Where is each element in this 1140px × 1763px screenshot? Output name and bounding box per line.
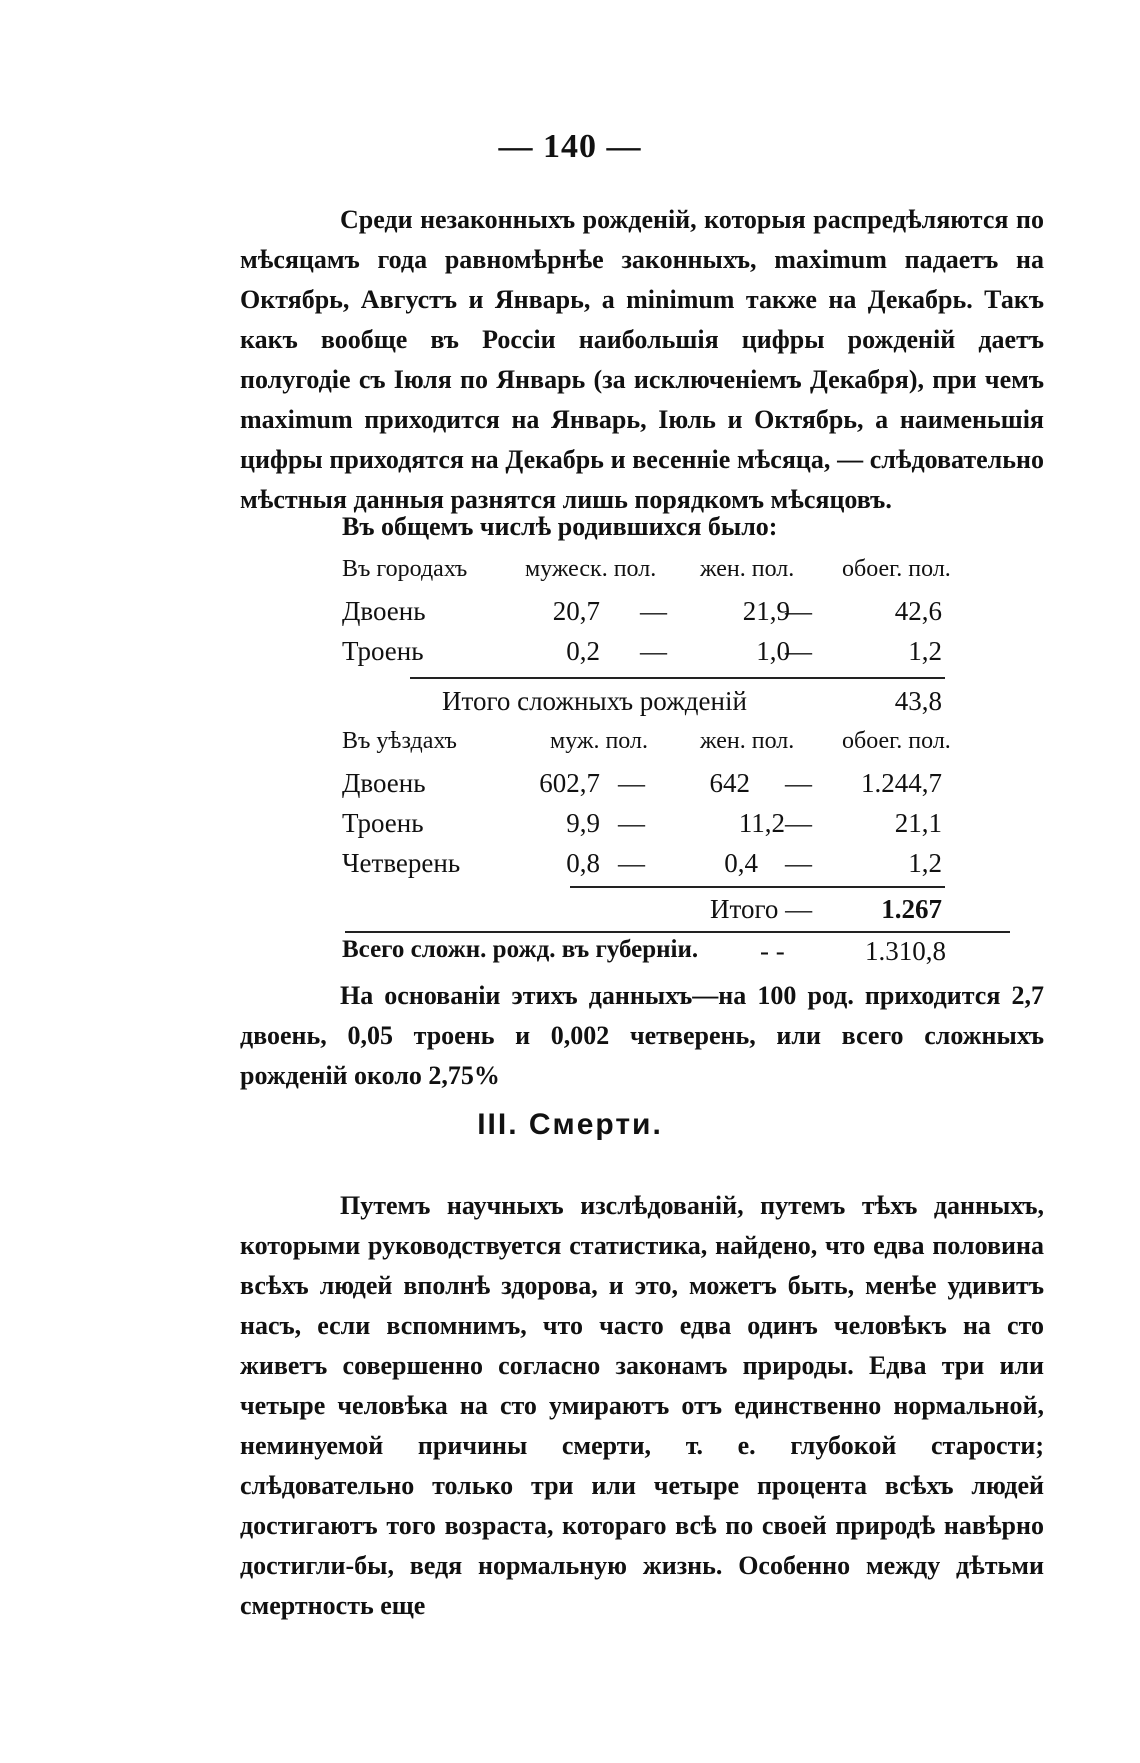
grand-total-rule [345,931,1010,933]
grand-total-value: 1.310,8 [865,936,946,966]
row-male: 9,9 [566,808,600,838]
row-label: Четверень [342,848,461,878]
row-male: 0,2 [566,636,600,666]
row-male: 0,8 [566,848,600,878]
cities-row-triplets [0,636,1140,676]
districts-total-rule [570,886,945,888]
summary-paragraph-text: На основаніи этихъ данныхъ—на 100 род. приходится 2,7 двоень, 0,05 троень и 0,002 четверень, или всего сложныхъ рожденій около 2,75% [240,981,1044,1090]
districts-header-row [0,728,1140,768]
districts-row-quadruplets [0,848,1140,888]
row-total: 1.244,7 [861,768,942,798]
cities-header-total: обоег. пол. [842,556,951,582]
section-title: III. Смерти. [477,1108,663,1141]
row-dash: — [618,808,645,838]
row-total: 21,1 [894,808,942,838]
grand-total-label: Всего сложн. рожд. въ губерніи. [342,936,699,963]
cities-row-twins [0,596,1140,636]
cities-header-male: мужеск. пол. [525,556,657,582]
row-dash: — [618,848,645,878]
row-label: Троень [342,636,424,666]
summary-paragraph [240,976,1044,1096]
row-female: 11,2 [738,808,785,838]
row-female: 642 [709,768,750,798]
intro-paragraph [240,200,1044,520]
districts-total-label: Итого — [710,894,813,924]
cities-header-female: жен. пол. [700,556,795,582]
table-caption: Въ общемъ числѣ родившихся было: [342,512,778,541]
row-total: 1,2 [908,848,942,878]
row-label: Двоень [342,596,426,626]
cities-header-row [0,556,1140,596]
row-dash: — [618,768,645,798]
row-dash: — [785,596,812,626]
cities-total-label: Итого сложныхъ рожденій [442,686,747,716]
districts-header-total: обоег. пол. [842,728,951,754]
cities-total-row [0,686,1140,726]
row-female: 0,4 [724,848,758,878]
districts-row-twins [0,768,1140,808]
cities-total-rule [410,677,945,679]
row-female: 1,0 [756,636,790,666]
districts-total-value: 1.267 [881,894,942,924]
row-dash: — [640,636,667,666]
row-label: Двоень [342,768,426,798]
row-female: 21,9 [742,596,790,626]
districts-row-triplets [0,808,1140,848]
row-total: 1,2 [908,636,942,666]
districts-header-label: Въ уѣздахъ [342,728,457,754]
districts-header-male: муж. пол. [550,728,648,754]
cities-total-value: 43,8 [894,686,942,716]
row-total: 42,6 [894,596,942,626]
row-dash: — [785,808,812,838]
districts-header-female: жен. пол. [700,728,795,754]
row-dash: — [785,768,812,798]
row-male: 20,7 [552,596,600,626]
cities-header-label: Въ городахъ [342,556,468,582]
grand-total-dots: - - [760,936,785,966]
page-number: — 140 — [498,128,642,165]
intro-paragraph-text: Среди незаконныхъ рожденій, которыя распредѣляются по мѣсяцамъ года равномѣрнѣе законныхъ, maximum падаетъ на Октябрь, Августъ и Январь, а minimum также на Декабрь. Такъ какъ вообще въ Россіи наибольшія цифры рожденій даетъ полугодіе съ Іюля по Январь (за исключеніемъ Декабря), при чемъ maximum приходится на Январь, Іюль и Октябрь, а наименьшія цифры приходятся на Декабрь и весенніе мѣсяца, — слѣдовательно мѣстныя данныя разнятся лишь порядкомъ мѣсяцовъ. [240,205,1044,514]
districts-total-row [0,894,1140,934]
grand-total-row [0,936,1140,976]
deaths-paragraph-text: Путемъ научныхъ изслѣдованій, путемъ тѣхъ данныхъ, которыми руководствуется статистика, найдено, что едва половина всѣхъ людей вполнѣ здорова, и это, можетъ быть, менѣе удивитъ насъ, если вспомнимъ, что часто едва одинъ человѣкъ на сто живетъ совершенно согласно законамъ природы. Едва три или четыре человѣка на сто умираютъ отъ единственно нормальной, неминуемой причины смерти, т. е. глубокой старости; слѣдовательно только три или четыре процента всѣхъ людей достигаютъ того возраста, котораго всѣ по своей природѣ навѣрно достигли-бы, ведя нормальную жизнь. Особенно между дѣтьми смертность еще [240,1191,1044,1620]
row-dash: — [785,848,812,878]
deaths-paragraph [240,1186,1044,1626]
row-label: Троень [342,808,424,838]
row-dash: — [640,596,667,626]
row-male: 602,7 [539,768,600,798]
row-dash: — [785,636,812,666]
